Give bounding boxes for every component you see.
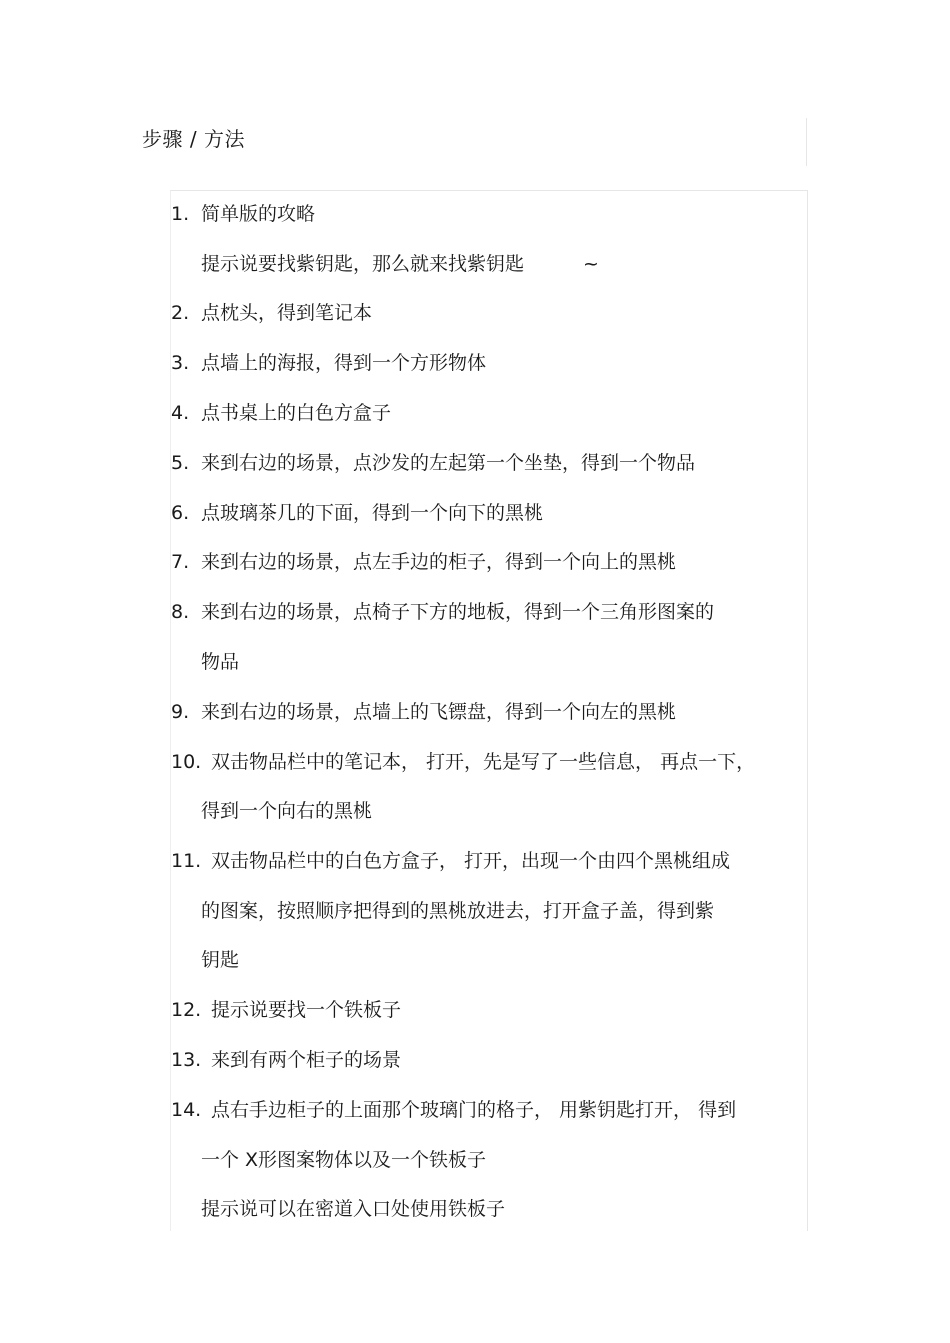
step-number: 7. <box>171 551 190 573</box>
note-suffix: ~ <box>583 253 599 275</box>
step-text: 双击物品栏中的笔记本， 打开，先是写了一些信息， 再点一下， <box>211 751 756 773</box>
step-number: 2. <box>171 302 190 324</box>
step-number: 14. <box>171 1099 202 1121</box>
step-text-continued: 物品 <box>201 651 240 673</box>
list-item <box>171 400 392 426</box>
step-text: 来到右边的场景，点沙发的左起第一个坐垫，得到一个物品 <box>201 452 696 474</box>
step-number: 13. <box>171 1049 202 1071</box>
step-text: 来到右边的场景，点椅子下方的地板，得到一个三角形图案的 <box>201 601 715 623</box>
step-note <box>201 251 599 277</box>
list-item <box>171 699 677 725</box>
list-item <box>171 300 373 326</box>
step-number: 8. <box>171 601 190 623</box>
step-number: 4. <box>171 402 190 424</box>
step-text: 点墙上的海报，得到一个方形物体 <box>201 352 487 374</box>
step-text: 来到有两个柜子的场景 <box>211 1049 402 1071</box>
step-text: 点右手边柜子的上面那个玻璃门的格子， 用紫钥匙打开， 得到 <box>211 1099 737 1121</box>
step-text: 提示说要找一个铁板子 <box>211 999 402 1021</box>
step-text: 点玻璃茶几的下面，得到一个向下的黑桃 <box>201 502 544 524</box>
step-text: 双击物品栏中的白色方盒子， 打开，出现一个由四个黑桃组成 <box>211 850 731 872</box>
step-number: 6. <box>171 502 190 524</box>
step-number: 5. <box>171 452 190 474</box>
list-item <box>171 350 487 376</box>
step-text-continued: 钥匙 <box>201 949 240 971</box>
step-text: 点书桌上的白色方盒子 <box>201 402 392 424</box>
list-item <box>171 1097 737 1123</box>
page-heading: 步骤 / 方法 <box>142 127 245 151</box>
steps-list <box>170 190 808 1231</box>
list-item <box>171 997 402 1023</box>
list-item <box>171 549 677 575</box>
list-item <box>171 450 696 476</box>
step-number: 11. <box>171 850 202 872</box>
list-item <box>171 500 544 526</box>
step-number: 9. <box>171 701 190 723</box>
heading-box <box>142 118 807 166</box>
step-text: 简单版的攻略 <box>201 203 316 225</box>
list-item <box>171 749 756 775</box>
step-text: 来到右边的场景，点墙上的飞镖盘，得到一个向左的黑桃 <box>201 701 677 723</box>
step-text-continued: 一个 X形图案物体以及一个铁板子 <box>201 1149 487 1171</box>
step-number: 3. <box>171 352 190 374</box>
list-item <box>171 599 715 625</box>
step-text: 点枕头，得到笔记本 <box>201 302 373 324</box>
step-number: 10. <box>171 751 202 773</box>
step-text-continued: 的图案，按照顺序把得到的黑桃放进去，打开盒子盖，得到紫 <box>201 900 715 922</box>
note-text: 提示说要找紫钥匙，那么就来找紫钥匙 <box>201 253 525 275</box>
list-item <box>171 1047 402 1073</box>
list-item <box>171 201 316 227</box>
step-number: 12. <box>171 999 202 1021</box>
step-number: 1. <box>171 203 190 225</box>
step-note: 提示说可以在密道入口处使用铁板子 <box>201 1198 506 1220</box>
list-item <box>171 848 731 874</box>
step-text: 来到右边的场景，点左手边的柜子，得到一个向上的黑桃 <box>201 551 677 573</box>
step-text-continued: 得到一个向右的黑桃 <box>201 800 373 822</box>
